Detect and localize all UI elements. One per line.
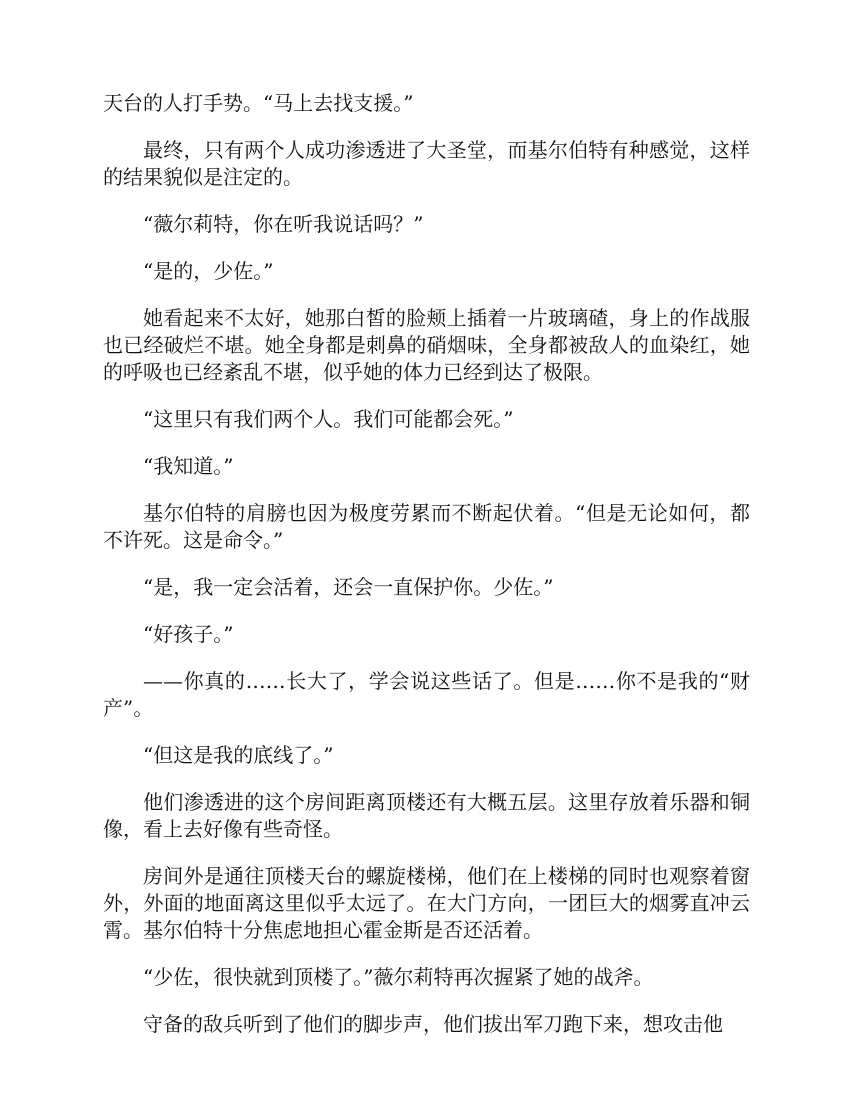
paragraph: “是的，少佐。”	[143, 259, 274, 283]
paragraph: 他们渗透进的这个房间距离顶楼还有大概五层。这里存放着乐器和铜像，看上去好像有些奇怪。	[103, 790, 750, 841]
paragraph: “但这是我的底线了。”	[143, 743, 334, 767]
paragraph: “我知道。”	[143, 454, 234, 478]
paragraph: ——你真的……长大了，学会说这些话了。但是……你不是我的“财产”。	[103, 669, 750, 720]
paragraph: “好孩子。”	[143, 622, 234, 646]
paragraph: 她看起来不太好，她那白皙的脸颊上插着一片玻璃碴，身上的作战服也已经破烂不堪。她全身都是刺鼻的硝烟味，全身都被敌人的血染红，她的呼吸也已经紊乱不堪，似乎她的体力已经到达了极限。	[103, 306, 750, 384]
paragraph: 守备的敌兵听到了他们的脚步声，他们拔出军刀跑下来，想攻击他	[143, 1012, 723, 1036]
document-page	[103, 90, 750, 1058]
paragraph: 基尔伯特的肩膀也因为极度劳累而不断起伏着。“但是无论如何，都不许死。这是命令。”	[103, 501, 750, 552]
paragraph: 房间外是通往顶楼天台的螺旋楼梯，他们在上楼梯的同时也观察着窗外，外面的地面离这里似乎太远了。在大门方向，一团巨大的烟雾直冲云霄。基尔伯特十分焦虑地担心霍金斯是否还活着。	[103, 864, 750, 942]
paragraph: “是，我一定会活着，还会一直保护你。少佐。”	[143, 575, 554, 599]
paragraph: 最终，只有两个人成功渗透进了大圣堂，而基尔伯特有种感觉，这样的结果貌似是注定的。	[103, 138, 750, 189]
paragraph: 天台的人打手势。“马上去找支援。”	[103, 91, 414, 115]
paragraph: “少佐，很快就到顶楼了。”薇尔莉特再次握紧了她的战斧。	[143, 965, 654, 989]
paragraph: “这里只有我们两个人。我们可能都会死。”	[143, 407, 514, 431]
paragraph: “薇尔莉特，你在听我说话吗？”	[143, 212, 424, 236]
